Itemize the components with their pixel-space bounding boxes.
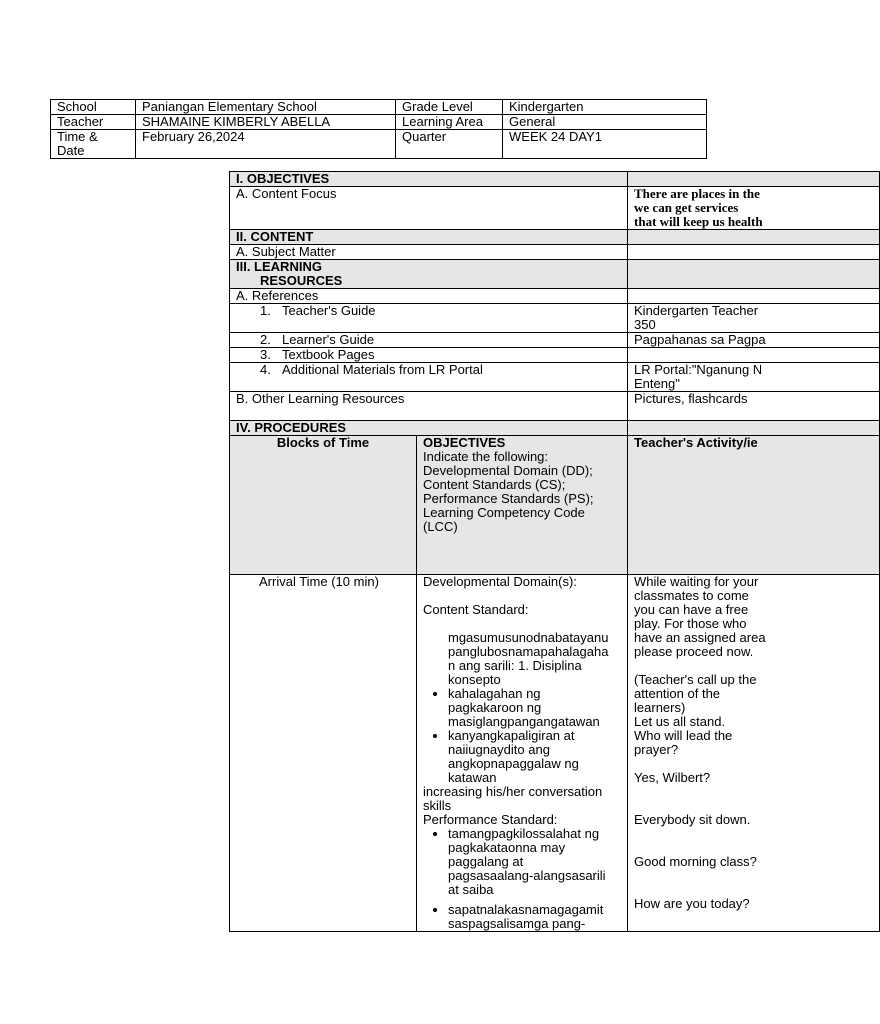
- subject-matter-label: A. Subject Matter: [230, 245, 628, 260]
- grade-label: Grade Level: [396, 100, 503, 115]
- time-date-label: Time & Date: [51, 130, 136, 159]
- teacher-value: SHAMAINE KIMBERLY ABELLA: [136, 115, 396, 130]
- references-row: [230, 289, 880, 304]
- content-focus-value: There are places in the we can get services that will keep us health: [628, 187, 880, 230]
- procedures-heading-row: [230, 421, 880, 436]
- content-focus-label: A. Content Focus: [230, 187, 628, 230]
- lesson-plan-wrapper: [229, 171, 768, 931]
- content-standard-bullets: [423, 687, 621, 785]
- header-info-table: [50, 99, 707, 159]
- grade-value: Kindergarten: [503, 100, 707, 115]
- area-label: Learning Area: [396, 115, 503, 130]
- additional-materials-value: LR Portal:"Nganung N Enteng": [628, 363, 880, 392]
- teachers-guide-label: 1. Teacher's Guide: [230, 304, 628, 333]
- school-label: School: [51, 100, 136, 115]
- teacher-label: Teacher: [51, 115, 136, 130]
- objectives-column-header: OBJECTIVES Indicate the following: Developmental Domain (DD); Content Standards (CS); Performance Standards (PS); Learning Competency Code (LCC): [417, 436, 628, 575]
- header-row-school: [51, 100, 707, 115]
- learners-guide-value: Pagpahanas sa Pagpa: [628, 333, 880, 348]
- arrival-time-label: Arrival Time (10 min): [230, 575, 417, 932]
- arrival-objectives-cell: Developmental Domain(s): Content Standard: mgasumusunodnabatayanu panglubosnamapahalagaha n ang sarili: 1. Disiplina konsepto • kahalagahan ng pagkakaroon ng masiglangpangangatawan • kanyangkapaligiran at naiiugnaydito ang angkopnapaggalaw ng katawan increasing his/her conversation skills Performance Standard: • tamangpagkilossalahat ng pagkakataonna may paggalang at pagsasaalang-alangsasarili at saiba • sapatnalakasnamagagamit saspagsalisamga pang-: [417, 575, 628, 932]
- date-value: February 26,2024: [136, 130, 396, 159]
- header-row-date: [51, 130, 707, 159]
- content-focus-row: [230, 187, 880, 230]
- list-item: • sapatnalakasnamagagamit saspagsalisamga pang-: [448, 903, 621, 931]
- subject-matter-row: [230, 245, 880, 260]
- list-item: • kanyangkapaligiran at naiiugnaydito ang angkopnapaggalaw ng katawan: [448, 729, 621, 785]
- arrival-teacher-activity-cell: While waiting for your classmates to come you can have a free play. For those who have an assigned area please proceed now. (Teacher's call up the attention of the learners) Let us all stand. Who will lead the prayer? Yes, Wilbert? Everybody sit down. Good morning class? How are you today?: [628, 575, 880, 932]
- content-heading: II. CONTENT: [230, 230, 628, 245]
- learning-resources-heading: III. LEARNING RESOURCES: [230, 260, 628, 289]
- textbook-label: 3. Textbook Pages: [230, 348, 628, 363]
- learners-guide-row: [230, 333, 880, 348]
- area-value: General: [503, 115, 707, 130]
- header-row-teacher: [51, 115, 707, 130]
- lesson-plan-table: [229, 171, 880, 932]
- additional-materials-row: [230, 363, 880, 392]
- content-standard-intro: mgasumusunodnabatayanu panglubosnamapahalagaha n ang sarili: 1. Disiplina konsepto: [448, 630, 609, 687]
- objectives-heading: I. OBJECTIVES: [230, 172, 628, 187]
- teacher-activity-header: Teacher's Activity/ie: [628, 436, 880, 575]
- other-resources-value: Pictures, flashcards: [628, 392, 880, 421]
- teachers-guide-row: [230, 304, 880, 333]
- references-label: A. References: [230, 289, 628, 304]
- blocks-of-time-header: Blocks of Time: [230, 436, 417, 575]
- list-item: • kahalagahan ng pagkakaroon ng masiglangpangangatawan: [448, 687, 621, 729]
- learning-resources-heading-row: [230, 260, 880, 289]
- procedures-column-header-row: [230, 436, 880, 575]
- content-standard-label: Content Standard:: [423, 602, 529, 617]
- procedures-heading: IV. PROCEDURES: [230, 421, 628, 436]
- textbook-row: [230, 348, 880, 363]
- arrival-time-row: [230, 575, 880, 932]
- objectives-heading-row: [230, 172, 880, 187]
- additional-materials-label: 4. Additional Materials from LR Portal: [230, 363, 628, 392]
- school-value: Paniangan Elementary School: [136, 100, 396, 115]
- learners-guide-label: 2. Learner's Guide: [230, 333, 628, 348]
- performance-standard-bullets: [423, 827, 621, 931]
- performance-standard-label: Performance Standard:: [423, 812, 558, 827]
- developmental-domain-label: Developmental Domain(s):: [423, 574, 577, 589]
- list-item: • tamangpagkilossalahat ng pagkakataonna may paggalang at pagsasaalang-alangsasarili at saiba: [448, 827, 621, 897]
- other-resources-row: [230, 392, 880, 421]
- other-resources-label: B. Other Learning Resources: [230, 392, 628, 421]
- quarter-value: WEEK 24 DAY1: [503, 130, 707, 159]
- content-heading-row: [230, 230, 880, 245]
- teachers-guide-value: Kindergarten Teacher 350: [628, 304, 880, 333]
- quarter-label: Quarter: [396, 130, 503, 159]
